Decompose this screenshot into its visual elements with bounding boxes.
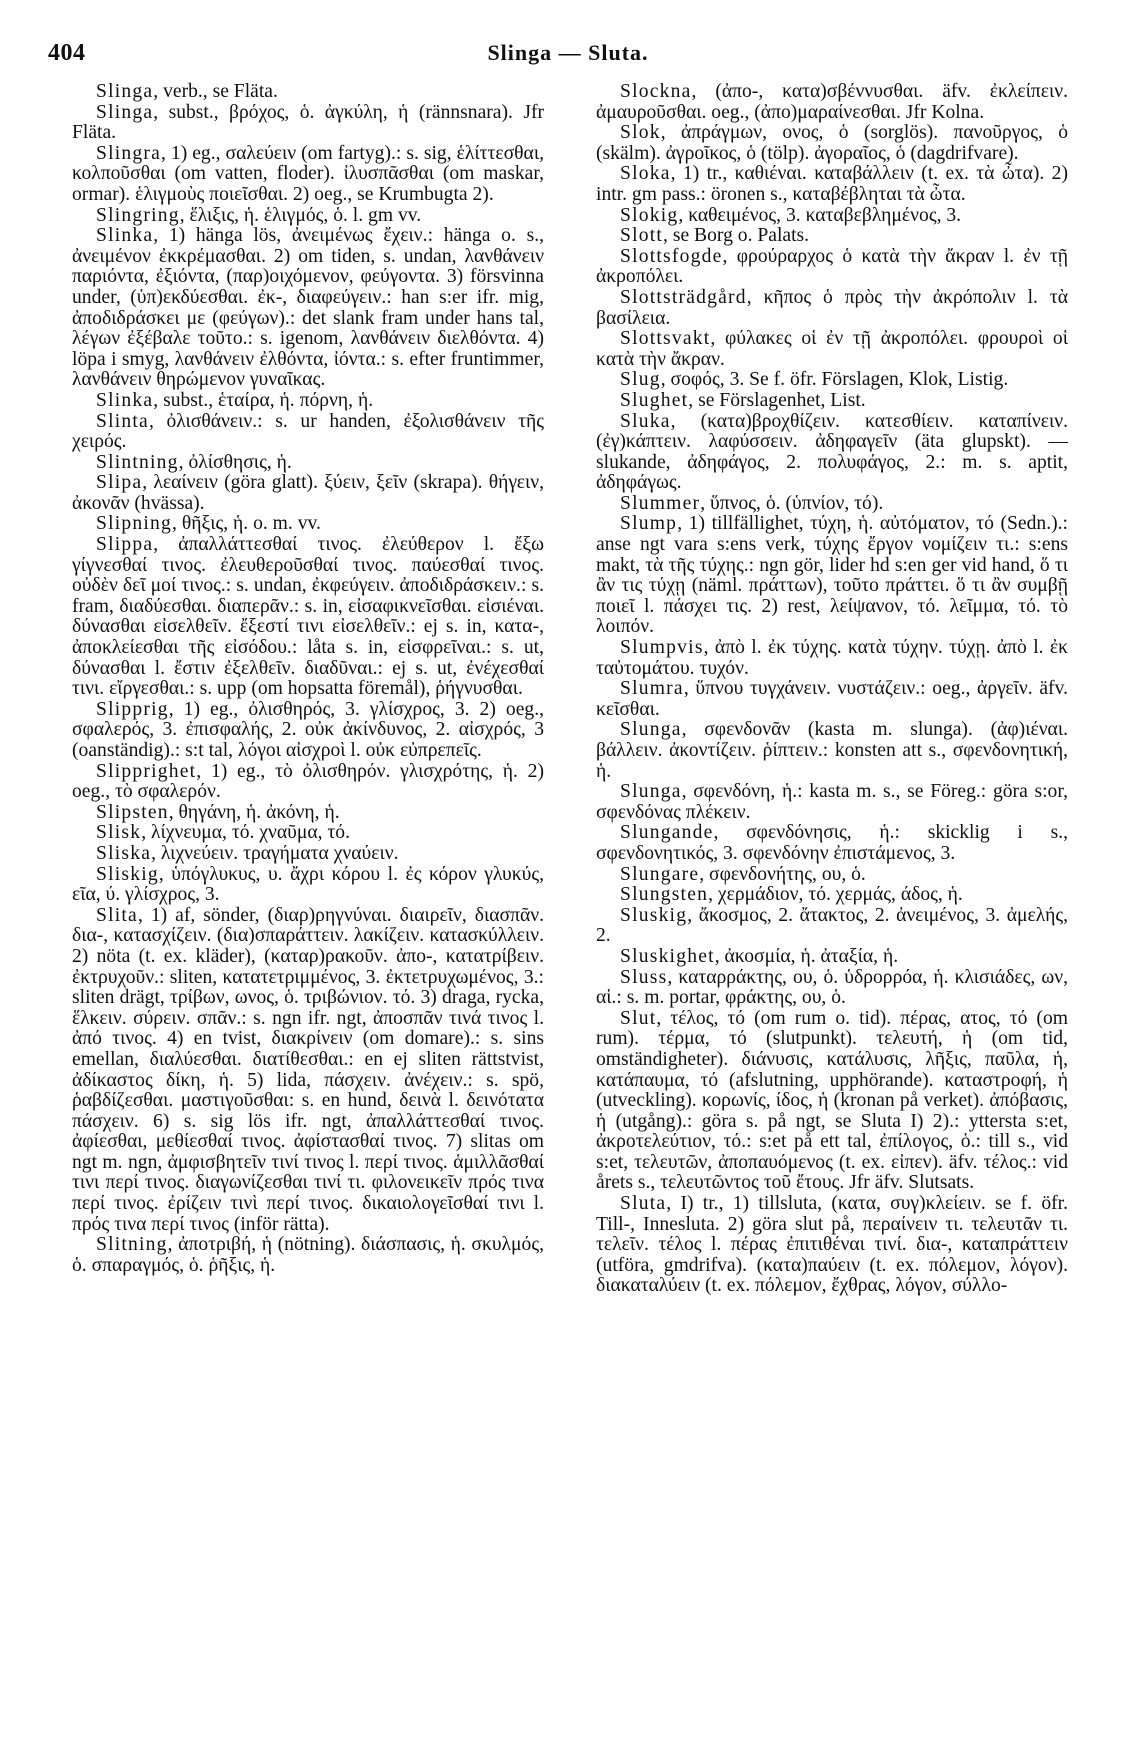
- entry-headword: Slumra: [620, 678, 684, 700]
- entry-headword: Slingring: [96, 204, 180, 226]
- entry-headword: Slungare: [620, 863, 700, 885]
- entry-headword: Slok: [620, 122, 661, 144]
- entry-definition: , χερμάδιον, τό. χερμάς, άδος, ἡ.: [708, 884, 963, 906]
- left-column: [72, 82, 544, 1276]
- dictionary-entry: [596, 1009, 1068, 1194]
- entry-definition: , 1) eg., τὸ ὀλισθηρόν. γλισχρότης, ἡ. 2) oeg., τὸ σφαλερόν.: [72, 760, 544, 803]
- entry-definition: , 1) hänga lös, ἀνειμένως ἔχειν.: hänga o. s., ἀνειμένον ἐκκρέμασθαι. 2) om tiden, s. undan, λανθάνειν παριόντα, ἐξιόντα, (παρ)οιχόμενον, φεύγοντα. 3) försvinna under, (ὑπ)εκδύεσθαι. ἐκ-, διαφεύγειν.: han s:er ifr. mig, ἀποδιδράσκει με (φεύγων).: det slank fram under hans tal, λέγων ἐξέβαλε τοῦτο.: s. igenom, λανθάνειν διελθόντα. 4) löpa i smyg, λανθάνειν ἐλθόντα, ἰόντα.: s. efter fruntimmer, λανθάνειν θηρώμενον γυναῖκας.: [72, 225, 544, 391]
- entry-headword: Slump: [620, 513, 678, 535]
- entry-headword: Sliska: [96, 842, 152, 864]
- dictionary-entry: [72, 82, 544, 103]
- entry-headword: Slut: [620, 1007, 657, 1029]
- entry-headword: Slita: [96, 904, 138, 926]
- dictionary-entry: [596, 494, 1068, 515]
- entry-definition: , ἄκοσμος, 2. ἄτακτος, 2. ἀνειμένος, 3. ἀμελής, 2.: [596, 904, 1068, 947]
- entry-definition: , θῆξις, ἡ. o. m. vv.: [172, 513, 321, 535]
- entry-definition: , ὕπνου τυγχάνειν. νυστάζειν.: oeg., ἀργεῖν. äfv. κεῖσθαι.: [596, 678, 1068, 720]
- dictionary-entry: [72, 206, 544, 227]
- page-header: [48, 40, 1088, 80]
- entry-definition: , ἀπὸ l. ἐκ τύχης. κατὰ τύχην. τύχῃ. ἀπὸ l. ἐκ ταὐτομάτου. τυχόν.: [596, 637, 1068, 679]
- dictionary-entry: [596, 226, 1068, 247]
- entry-definition: , (κατα)βροχθίζειν. κατεσθίειν. καταπίνειν. (ἐγ)κάπτειν. λαφύσσειν. ἀδηφαγεῖν (äta glupskt). — slukande, ἀδηφάγος, 2. πολυφάγος, 2.: m. s. aptit, ἀδηφάγως.: [596, 410, 1068, 494]
- dictionary-entry: [596, 288, 1068, 329]
- entry-definition: , τέλος, τό (om rum o. tid). πέρας, ατος, τό (om rum). τέρμα, τό (slutpunkt). τελευτή, ἡ (om tid, omständigheter). διάνυσις, κατάλυσις, λῆξις, παῦλα, ἡ, κατάπαυμα, τό (afslutning, upphörande). καταστροφή, ἡ (utveckling). κορωνίς, ίδος, ἡ (kronan på verket). ἀπόβασις, ἡ (utgång).: göra s. på ngt, se Sluta I) 2).: yttersta s:et, ἀκροτελεύτιον, τό.: s:et på ett tal, ἐπίλογος, ὁ.: till s., vid s:et, τελευτῶν, ἀποπαυόμενος (t. ex. εἰπεν). äfv. τέλος.: vid årets s., τελευτῶντος τοῦ ἔτους. Jfr äfv. Slutsats.: [596, 1007, 1068, 1194]
- entry-headword: Slintning: [96, 451, 179, 473]
- entry-definition: , 1) tillfällighet, τύχη, ἡ. αὐτόματον, τό (Sedn.).: anse ngt vara s:ens verk, τύχης ἔργον νομίζειν τι.: s:ens makt, τὰ τῆς τύχης.: ngn gör, lider hd s:en ger vid hand, ὅ τι ἂν τις τύχῃ (näml. πράττων), τοῦτο πράττει. ὅ τι ἂν συμβῇ ποιεῖ l. πάσχει τις. 2) rest, λείψανον, τό. λεῖμμα, τό. τὸ λοιπόν.: [596, 513, 1068, 638]
- dictionary-entry: [596, 968, 1068, 1009]
- entry-headword: Slinka: [96, 389, 154, 411]
- dictionary-entry: [72, 226, 544, 391]
- entry-headword: Sluta: [620, 1193, 667, 1215]
- entry-headword: Slippa: [96, 534, 154, 556]
- dictionary-entry: [596, 1194, 1068, 1297]
- dictionary-entry: [596, 823, 1068, 864]
- dictionary-entry: [596, 782, 1068, 823]
- entry-headword: Slokig: [620, 204, 679, 226]
- entry-headword: Slottsvakt: [620, 328, 711, 350]
- entry-definition: , 1) eg., σαλεύειν (om fartyg).: s. sig, ἑλίττεσθαι, κολποῦσθαι (om vatten, floder). ἰλυσπᾶσθαι (om maskar, ormar). ἑλιγμοὺς ποιεῖσθαι. 2) oeg., se Krumbugta 2).: [72, 142, 544, 205]
- entry-definition: , φύλακες οἱ ἐν τῇ ἀκροπόλει. φρουροὶ οἱ κατὰ τὴν ἄκραν.: [596, 328, 1068, 370]
- entry-headword: Slisk: [96, 822, 142, 844]
- right-column: [596, 82, 1068, 1297]
- entry-headword: Slipprig: [96, 698, 169, 720]
- dictionary-entry: [596, 514, 1068, 638]
- entry-headword: Slingra: [96, 142, 161, 164]
- entry-definition: , σοφός, 3. Se f. öfr. Förslagen, Klok, Listig.: [660, 369, 1009, 391]
- entry-headword: Slinta: [96, 410, 149, 432]
- entry-definition: , σφενδονήτης, ου, ὁ.: [699, 863, 866, 885]
- entry-definition: , subst., ἑταίρα, ἡ. πόρνη, ἡ.: [153, 389, 374, 411]
- entry-definition: , 1) tr., καθιέναι. καταβάλλειν (t. ex. τὰ ὦτα). 2) intr. gm pass.: öronen s., καταβέβληται τὰ ὦτα.: [596, 163, 1068, 205]
- dictionary-entry: [72, 803, 544, 824]
- entry-headword: Slug: [620, 369, 661, 391]
- entry-headword: Slunga: [620, 781, 682, 803]
- entry-definition: , θηγάνη, ἡ. ἀκόνη, ἡ.: [168, 801, 340, 823]
- entry-headword: Slinga: [96, 101, 154, 123]
- entry-definition: , λιχνεύειν. τραγήματα χναύειν.: [151, 842, 399, 864]
- dictionary-entry: [596, 123, 1068, 164]
- entry-headword: Sloka: [620, 163, 671, 185]
- dictionary-entry: [596, 885, 1068, 906]
- dictionary-entry: [72, 514, 544, 535]
- entry-definition: , λίχνευμα, τό. χναῦμα, τό.: [141, 822, 350, 844]
- dictionary-entry: [596, 638, 1068, 679]
- entry-definition: , I) tr., 1) tillsluta, (κατα, συγ)κλείειν. se f. öfr. Till-, Innesluta. 2) göra slut på, περαίνειν τι. τελευτᾶν τι. τελεῖν. τέλος l. πέρας ἐπιτιθέναι τινί. δια-, καταπράττειν (utföra, gmdrifva). (κατα)παύειν (t. ex. πόλεμον, λόγον). διακαταλύειν (t. ex. πόλεμον, ἔχθρας, λόγον, σύλλο-: [596, 1193, 1068, 1297]
- dictionary-entry: [596, 329, 1068, 370]
- entry-headword: Slipning: [96, 513, 173, 535]
- entry-headword: Slipprighet: [96, 760, 197, 782]
- dictionary-entry: [596, 906, 1068, 947]
- entry-definition: , σφενδόνη, ἡ.: kasta m. s., se Föreg.: göra s:or, σφενδόνας πλέκειν.: [596, 781, 1068, 823]
- dictionary-entry: [72, 906, 544, 1236]
- entry-definition: , κῆπος ὁ πρὸς τὴν ἀκρόπολιν l. τὰ βασίλεια.: [596, 286, 1068, 329]
- dictionary-entry: [72, 473, 544, 514]
- dictionary-entry: [72, 823, 544, 844]
- entry-definition: , ἕλιξις, ἡ. ἑλιγμός, ὁ. l. gm vv.: [179, 204, 422, 226]
- entry-headword: Slitning: [96, 1234, 168, 1256]
- entry-headword: Slumpvis: [620, 637, 704, 659]
- dictionary-entry: [72, 144, 544, 206]
- dictionary-entry: [72, 535, 544, 700]
- dictionary-entry: [596, 206, 1068, 227]
- entry-definition: , ὕπνος, ὁ. (ὑπνίον, τό).: [700, 492, 884, 514]
- entry-headword: Sluskig: [620, 904, 688, 926]
- entry-definition: , subst., βρόχος, ὁ. ἀγκύλη, ἡ (rännsnara). Jfr Fläta.: [72, 101, 544, 144]
- dictionary-entry: [596, 164, 1068, 205]
- entry-definition: , se Borg o. Palats.: [663, 225, 810, 247]
- entry-definition: , καταρράκτης, ου, ὁ. ὑδρορρόα, ἡ. κλισιάδες, ων, αἱ.: s. m. portar, φράκτης, ου, ὁ.: [596, 966, 1068, 1009]
- dictionary-entry: [596, 865, 1068, 886]
- dictionary-entry: [72, 865, 544, 906]
- entry-headword: Slottsfogde: [620, 245, 723, 267]
- entry-headword: Slunga: [620, 719, 682, 741]
- entry-headword: Slungsten: [620, 884, 709, 906]
- entry-definition: , (ἀπο-, κατα)σβέννυσθαι. äfv. ἐκλείπειν. ἀμαυροῦσθαι. oeg., (ἀπο)μαραίνεσθαι. Jfr Kolna.: [596, 81, 1068, 123]
- entry-headword: Slipsten: [96, 801, 169, 823]
- dictionary-entry: [72, 103, 544, 144]
- entry-definition: , σφενδόνησις, ἡ.: skicklig i s., σφενδονητικός, 3. σφενδόνην ἐπιστάμενος, 3.: [596, 822, 1068, 864]
- entry-headword: Slockna: [620, 81, 692, 102]
- entry-definition: , 1) eg., ὀλισθηρός, 3. γλίσχρος, 3. 2) oeg., σφαλερός, 3. ἐπισφαλής, 2. οὐκ ἀκίνδυνος, 2. αἰσχρός, 3 (oanständig).: s:t tal, λόγοι αἰσχροὶ l. οὐκ εὐπρεπεῖς.: [72, 698, 544, 761]
- entry-headword: Slott: [620, 225, 664, 247]
- entry-headword: Slummer: [620, 492, 701, 514]
- entry-definition: , 1) af, sönder, (διαρ)ρηγνύναι. διαιρεῖν, διασπᾶν. δια-, κατασχίζειν. (δια)σπαράττειν. λακίζειν. κατασκύλλειν. 2) nöta (t. ex. kläder), (καταρ)ρακοῦν. ἀπο-, κατατρίβειν. ἐκτρυχοῦν.: sliten, κατατετριμμένος, 3. ἐκτετρυχωμένος, 3.: sliten drägt, τρίβων, ωνος, ὁ. τριβώνιον. τό. 3) draga, rycka, ἕλκειν. σύρειν. σπᾶν.: s. ngn ifr. ngt, ἀποσπᾶν τινά τινος l. ἀπό τινος. 4) en tvist, διακρίνειν (om domare).: s. sins emellan, διαλύεσθαι. διατίθεσθαι.: en ej sliten rättstvist, ἀδίκαστος δίκη, ἡ. 5) lida, πάσχειν. ἀνέχειν.: s. spö, ῥαβδίζεσθαι. μαστιγοῦσθαι: s. en hund, δεινὰ l. δεινότατα πάσχειν. 6) s. sig lös ifr. ngt, ἀπαλλάττεσθαί τινος. ἀφίεσθαι, μεθίεσθαί τινος. ἀφίστασθαί τινος. 7) slitas om ngt m. ngn, ἀμφισβητεῖν τινί τινος l. περί τινος. ἁμιλλᾶσθαί τινι περί τινος. διαγωνίζεσθαι τινί τι. φιλονεικεῖν πρός τινα περί τινος. ἐρίζειν τινὶ περί τινος. δικαιολογεῖσθαί τινι l. πρός τινα περί τινος (inför rätta).: [72, 904, 544, 1235]
- entry-definition: , ἀκοσμία, ἡ. ἀταξία, ἡ.: [714, 945, 899, 967]
- dictionary-entry: [72, 700, 544, 762]
- dictionary-entry: [72, 844, 544, 865]
- entry-definition: , φρούραρχος ὁ κατὰ τὴν ἄκραν l. ἐν τῇ ἀκροπόλει.: [596, 245, 1068, 288]
- dictionary-entry: [72, 412, 544, 453]
- dictionary-entry: [596, 679, 1068, 720]
- entry-definition: , ὀλισθάνειν.: s. ur handen, ἐξολισθάνειν τῆς χειρός.: [72, 410, 544, 453]
- dictionary-entry: [596, 247, 1068, 288]
- entry-definition: , ὀλίσθησις, ἡ.: [178, 451, 292, 473]
- entry-definition: , verb., se Fläta.: [153, 81, 278, 102]
- entry-headword: Sluskighet: [620, 945, 715, 967]
- dictionary-entry: [72, 453, 544, 474]
- dictionary-entry: [596, 412, 1068, 494]
- entry-headword: Slinga: [96, 81, 154, 102]
- entry-headword: Slipa: [96, 472, 143, 494]
- dictionary-entry: [596, 947, 1068, 968]
- entry-headword: Sluka: [620, 410, 671, 432]
- page-number: 404: [48, 40, 86, 66]
- entry-headword: Slottsträdgård: [620, 286, 747, 308]
- entry-definition: , ὑπόγλυκυς, υ. ἄχρι κόρου l. ἐς κόρον γλυκύς, εῖα, ύ. γλίσχρος, 3.: [72, 863, 544, 906]
- entry-definition: , se Förslagenhet, List.: [688, 389, 866, 411]
- dictionary-entry: [72, 762, 544, 803]
- entry-definition: , ἀποτριβή, ἡ (nötning). διάσπασις, ἡ. σκυλμός, ὁ. σπαραγμός, ὁ. ῥῆξις, ἡ.: [72, 1234, 544, 1276]
- dictionary-entry: [72, 1235, 544, 1276]
- running-head: Slinga — Sluta.: [487, 40, 649, 65]
- dictionary-entry: [596, 720, 1068, 782]
- dictionary-entry: [596, 82, 1068, 123]
- entry-headword: Sliskig: [96, 863, 159, 885]
- entry-definition: , ἀπαλλάττεσθαί τινος. ἐλεύθερον l. ἔξω γίγνεσθαί τινος. ἐλευθεροῦσθαί τινος. παύεσθαί τινος. οὐδὲν δεῖ μοί τινος.: s. undan, ἐκφεύγειν. ἀποδιδράσκειν.: s. fram, διαδύεσθαι. διαπερᾶν.: s. in, εἰσαφικνεῖσθαι. εἰσιέναι. δύνασθαι εἰσελθεῖν. ἔξεστί τινι εἰσελθεῖν.: ej s. in, κατα-, ἀποκλείεσθαι τῆς εἰσόδου.: låta s. in, εἰσφρεῖναι.: s. ut, δύνασθαι l. ἔστιν ἐξελθεῖν. διαδῦναι.: ej s. ut, ἐνέχεσθαί τινι. εἴργεσθαι.: s. upp (om hopsatta föremål), ῥήγνυσθαι.: [72, 534, 544, 700]
- dictionary-entry: [596, 370, 1068, 391]
- entry-headword: Slungande: [620, 822, 714, 844]
- dictionary-entry: [72, 391, 544, 412]
- entry-definition: , ἀπράγμων, ονος, ὁ (sorglös). πανοῦργος, ὁ (skälm). ἀγροῖκος, ὁ (tölp). ἀγοραῖος, ὁ (dagdrifvare).: [596, 122, 1068, 164]
- entry-headword: Sluss: [620, 966, 668, 988]
- entry-definition: , σφενδονᾶν (kasta m. slunga). (ἀφ)ιέναι. βάλλειν. ἀκοντίζειν. ῥίπτειν.: konsten att s., σφενδονητική, ἡ.: [596, 719, 1068, 782]
- entry-headword: Slughet: [620, 389, 689, 411]
- entry-headword: Slinka: [96, 225, 154, 247]
- entry-definition: , λεαίνειν (göra glatt). ξύειν, ξεῖν (skrapa). θήγειν, ἀκονᾶν (hvässa).: [72, 472, 544, 514]
- entry-definition: , καθειμένος, 3. καταβεβλημένος, 3.: [678, 204, 962, 226]
- dictionary-entry: [596, 391, 1068, 412]
